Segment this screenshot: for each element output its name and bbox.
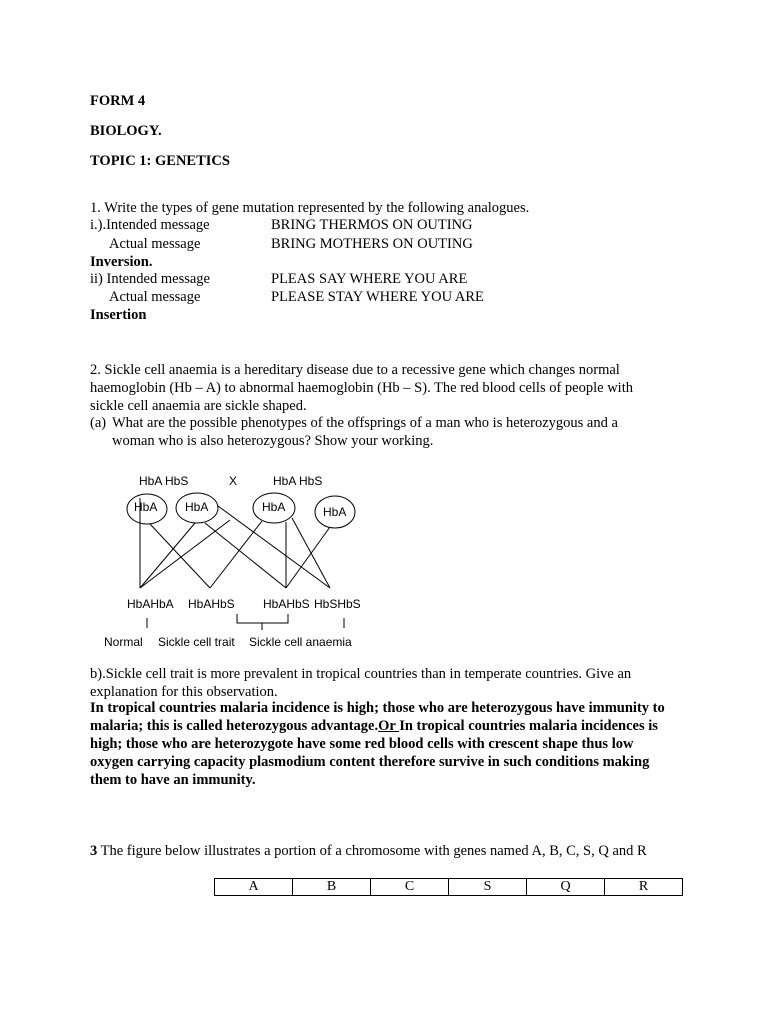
q1-i-intended-value: BRING THERMOS ON OUTING: [271, 217, 473, 233]
cross-line: [150, 524, 210, 588]
q1-i-actual-value: BRING MOTHERS ON OUTING: [271, 236, 473, 252]
parent2-genotype: HbA HbS: [273, 474, 323, 488]
gamete-label-1: HbA: [134, 500, 158, 514]
offspring-genotype-1: HbAHbA: [127, 597, 174, 611]
gamete-label-2: HbA: [185, 500, 209, 514]
gene-cell-a: A: [215, 879, 293, 896]
phenotype-normal: Normal: [104, 635, 143, 649]
topic-heading: TOPIC 1: GENETICS: [90, 153, 230, 169]
q1-question: 1. Write the types of gene mutation represented by the following analogues.: [90, 200, 530, 216]
q2-part-b-answer-2: In tropical countries malaria incidences is high; those who are heterozygote have some red blood cells with crescent shape thus low oxygen carrying capacity plasmodium content therefore survive in such conditions making them to have an immunity.: [90, 718, 658, 788]
q2-part-a-label: (a): [90, 415, 107, 431]
q2-part-a-text: What are the possible phenotypes of the offsprings of a man who is heterozygous and a woman who is also heterozygous? Show your working.: [112, 415, 618, 449]
cross-line: [140, 520, 230, 588]
q1-ii-intended-label: ii) Intended message: [90, 271, 210, 287]
offspring-genotype-4: HbSHbS: [314, 597, 361, 611]
cross-line: [286, 527, 330, 588]
q2-part-b-answer: [90, 699, 680, 789]
q3-number: 3: [90, 843, 98, 859]
chromosome-gene-table: [214, 878, 683, 896]
q1-i-intended-label: i.).Intended message: [90, 217, 210, 233]
q1-i-actual-label: Actual message: [109, 236, 201, 252]
gamete-label-3: HbA: [262, 500, 286, 514]
offspring-genotype-2: HbAHbS: [188, 597, 235, 611]
q1-i-answer: Inversion.: [90, 254, 153, 270]
q2-part-b-or: Or: [378, 718, 400, 734]
cross-line: [292, 518, 330, 588]
gene-cell-q: Q: [527, 879, 605, 896]
q1-ii-actual-label: Actual message: [109, 289, 201, 305]
cross-symbol: X: [229, 474, 238, 488]
q2-part-b-question: [90, 665, 660, 701]
q1-ii-answer: Insertion: [90, 307, 147, 323]
q1-ii-intended-value: PLEAS SAY WHERE YOU ARE: [271, 271, 468, 287]
heterozygote-bracket: [237, 614, 288, 623]
parent1-genotype: HbA HbS: [139, 474, 189, 488]
phenotype-sickle-trait: Sickle cell trait: [158, 635, 235, 649]
gene-cell-s: S: [449, 879, 527, 896]
gene-cell-c: C: [371, 879, 449, 896]
q3-question: [90, 843, 647, 860]
q2-intro: 2. Sickle cell anaemia is a hereditary disease due to a recessive gene which changes normal haemoglobin (Hb – A) to abnormal haemoglobin (Hb – S). The red blood cells of people with sickle cell anaemia are sickle shaped.: [90, 362, 633, 414]
form-heading: FORM 4: [90, 93, 146, 109]
q3-text: The figure below illustrates a portion of a chromosome with genes named A, B, C, S, Q and R: [97, 843, 647, 859]
phenotype-sickle-anaemia: Sickle cell anaemia: [249, 635, 352, 649]
cross-line: [140, 523, 195, 588]
gene-cell-b: B: [293, 879, 371, 896]
q1-ii-actual-value: PLEASE STAY WHERE YOU ARE: [271, 289, 484, 305]
offspring-genotype-3: HbAHbS: [263, 597, 310, 611]
gamete-label-4: HbA: [323, 505, 347, 519]
q2-part-b-answer-1: In tropical countries malaria incidence is high; those who are heterozygous have immunity to malaria; this is called heterozygous advantage.: [90, 700, 665, 734]
q2-part-b-question-text: b).Sickle cell trait is more prevalent in tropical countries than in temperate countries. Give an explanation for this observation.: [90, 666, 632, 700]
cross-line: [210, 521, 262, 588]
subject-heading: BIOLOGY.: [90, 123, 162, 139]
gene-cell-r: R: [605, 879, 683, 896]
